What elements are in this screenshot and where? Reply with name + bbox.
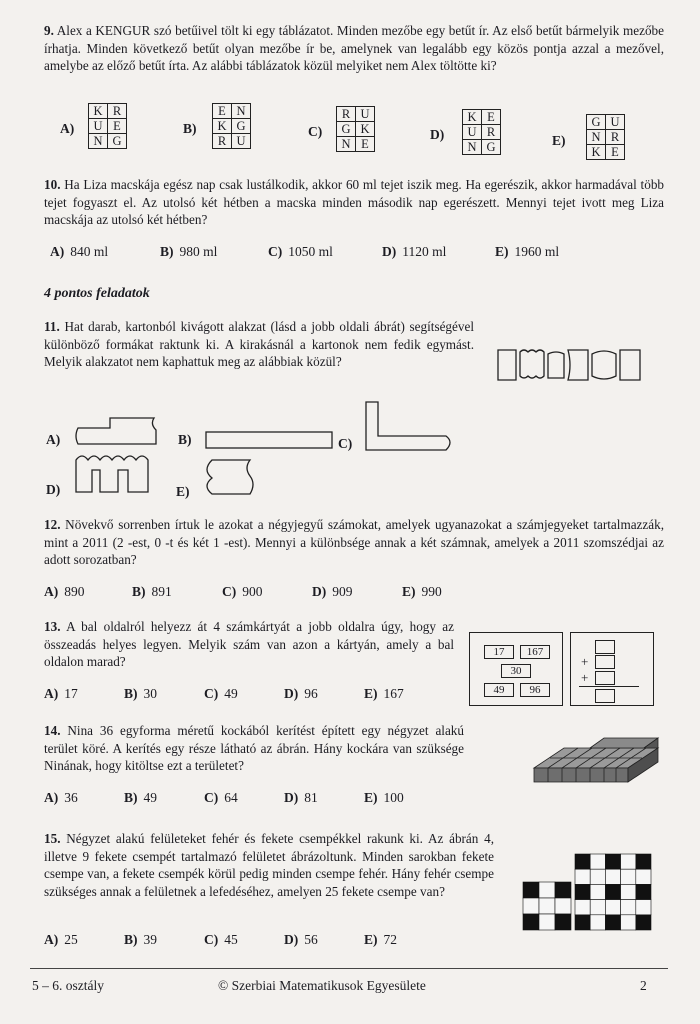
option-label: A) (46, 432, 61, 447)
white-tile (636, 900, 651, 915)
problem-text: Alex a KENGUR szó betűivel tölt ki egy táblázatot. Minden mezőbe egy betűt ír. Az első betűt bármelyik mezőbe írhatja. Minden következő betűt olyan mezőbe ír be, amelynek van legalább egy közös pontja azzal a mezővel, amelybe az előző betűt írta. Az alábbi táblázatok közül melyiket nem Alex töltötte ki? (44, 23, 664, 73)
letter-table-c: R U G K N E (336, 106, 375, 152)
shape-option-e (198, 456, 268, 500)
problem-number: 15. (44, 831, 61, 846)
answer-option: E) 990 (402, 584, 442, 599)
answer-option: B) 891 (132, 584, 172, 599)
white-tile (605, 900, 620, 915)
answer-option: E) 167 (364, 686, 404, 701)
letter-table-e: G U N R K E (586, 114, 625, 160)
white-tile (590, 915, 605, 930)
white-tile (621, 854, 636, 869)
tile-grid-small (523, 882, 571, 930)
answer-option: C) 64 (204, 790, 238, 805)
problem-number: 10. (44, 177, 61, 192)
answer-option: E) 72 (364, 932, 397, 947)
answer-option: B) 39 (124, 932, 157, 947)
shape-option-c (362, 400, 462, 460)
answer-option: A) 25 (44, 932, 78, 947)
problem-14 (44, 722, 464, 775)
option-label: D) (46, 482, 61, 497)
white-tile (636, 869, 651, 884)
black-tile (636, 884, 651, 899)
problem-text: Hat darab, kartonból kivágott alakzat (lásd a jobb oldali ábrát) segítségével különböző formákat raktunk ki. A kirakásnál a kartonok nem fedik egymást. Melyik alakzatot nem kaphattuk meg az alábbiak közül? (44, 319, 474, 369)
answer-option: D) 56 (284, 932, 318, 947)
white-tile (575, 900, 590, 915)
answer-option: A) 36 (44, 790, 78, 805)
answer-option: D) 1120 ml (382, 244, 447, 259)
white-tile (590, 884, 605, 899)
problem-number: 11. (44, 319, 60, 334)
number-card: 49 (484, 683, 514, 697)
number-card: 167 (520, 645, 550, 659)
black-tile (575, 854, 590, 869)
problem-text: Négyzet alakú felületeket fehér és fekete csempékkel rakunk ki. Az ábrán 4, illetve 9 fekete csempét tartalmazó felületet ábrázoltunk. Minden sarokban fekete csempe van, a fekete csempék körül pedig minden csempe fehér. Hány fehér csempe szükséges annak a felületnek a lefedéséhez, amelyen 25 fekete csempe van? (44, 831, 495, 899)
black-tile (555, 914, 571, 930)
option-label: C) (338, 436, 353, 451)
left-card-box (469, 632, 563, 706)
answer-option: E) 1960 ml (495, 244, 560, 259)
page-number: 2 (640, 978, 647, 993)
answer-option: B) 30 (124, 686, 157, 701)
number-card: 30 (501, 664, 531, 678)
black-tile (605, 884, 620, 899)
problem-12 (44, 516, 664, 569)
option-label: D) (430, 127, 445, 142)
problem-15 (44, 830, 494, 900)
problem-11 (44, 318, 474, 371)
white-tile (555, 898, 571, 914)
option-label: E) (552, 133, 566, 148)
footer-grade: 5 – 6. osztály (32, 978, 104, 993)
white-tile (539, 898, 555, 914)
letter-table-d: K E U R N G (462, 109, 501, 155)
empty-card (595, 655, 615, 669)
black-tile (636, 915, 651, 930)
problem-text: Ha Liza macskája egész nap csak lustálkodik, akkor 60 ml tejet iszik meg. Ha egerészik, akkor harmadával több tejet fogyaszt el. Az utolsó két hétben a macska minden második nap egerészett. Mennyi tejet ivott meg Liza macskája az utolsó két hétben? (44, 177, 665, 227)
white-tile (621, 884, 636, 899)
black-tile (523, 882, 539, 898)
white-tile (539, 882, 555, 898)
white-tile (523, 898, 539, 914)
white-tile (539, 914, 555, 930)
problem-number: 9. (44, 23, 54, 38)
white-tile (621, 915, 636, 930)
problem-text: Nina 36 egyforma méretű kockából kerítést épített egy négyzet alakú terület köré. A kerítés egy része látható az ábrán. Hány kockára van szüksége Ninának, hogy kitöltse ezt a területet? (44, 723, 464, 773)
option-label: C) (308, 124, 323, 139)
black-tile (636, 854, 651, 869)
letter-table-b: E N K G R U (212, 103, 251, 149)
number-card: 17 (484, 645, 514, 659)
problem-9 (44, 22, 664, 75)
white-tile (590, 854, 605, 869)
option-label: A) (60, 121, 75, 136)
empty-card (595, 671, 615, 685)
black-tile (555, 882, 571, 898)
white-tile (590, 869, 605, 884)
empty-card (595, 689, 615, 703)
number-card: 96 (520, 683, 550, 697)
tile-grid-large (575, 854, 651, 930)
answer-option: C) 1050 ml (268, 244, 333, 259)
answer-option: B) 49 (124, 790, 157, 805)
black-tile (605, 915, 620, 930)
section-title: 4 pontos feladatok (44, 286, 150, 301)
shape-option-b (206, 430, 336, 452)
six-shapes-figure (494, 346, 644, 386)
answer-option: B) 980 ml (160, 244, 218, 259)
problem-10 (44, 176, 664, 229)
cube-fence-figure (530, 738, 660, 788)
white-tile (621, 900, 636, 915)
black-tile (575, 915, 590, 930)
problem-text: A bal oldalról helyezz át 4 számkártyát a jobb oldalra úgy, hogy az összeadás helyes legyen. Melyik szám van azon a kártyán, amely a bal oldalon marad? (44, 619, 454, 669)
option-label: E) (176, 484, 190, 499)
answer-option: A) 17 (44, 686, 78, 701)
footer-copyright: © Szerbiai Matematikusok Egyesülete (218, 978, 426, 993)
answer-option: C) 49 (204, 686, 238, 701)
shape-option-d (72, 450, 162, 496)
answer-option: D) 96 (284, 686, 318, 701)
answer-option: D) 81 (284, 790, 318, 805)
footer-rule (30, 968, 668, 969)
problem-number: 12. (44, 517, 61, 532)
right-card-box (570, 632, 654, 706)
white-tile (621, 869, 636, 884)
white-tile (575, 869, 590, 884)
problem-number: 13. (44, 619, 61, 634)
answer-option: A) 890 (44, 584, 85, 599)
black-tile (605, 854, 620, 869)
problem-13 (44, 618, 454, 671)
empty-card (595, 640, 615, 654)
black-tile (575, 884, 590, 899)
answer-option: D) 909 (312, 584, 353, 599)
white-tile (590, 900, 605, 915)
answer-option: A) 840 ml (50, 244, 109, 259)
answer-option: E) 100 (364, 790, 404, 805)
problem-number: 14. (44, 723, 61, 738)
sum-line (579, 686, 639, 687)
problem-text: Növekvő sorrenben írtuk le azokat a négyjegyű számokat, amelyek ugyanazokat a számjegyeket tartalmazzák, mint a 2011 (2 -est, 0 -t és két 1 -est). Mennyi a különbsége annak a két számnak, amelyek a 2011 szomszédjai az adott sorozatban? (44, 517, 665, 567)
plus-sign: + (581, 670, 589, 685)
option-label: B) (183, 121, 197, 136)
answer-option: C) 45 (204, 932, 238, 947)
letter-table-a: K R U E N G (88, 103, 127, 149)
white-tile (605, 869, 620, 884)
black-tile (523, 914, 539, 930)
option-label: B) (178, 432, 192, 447)
answer-option: C) 900 (222, 584, 263, 599)
plus-sign: + (581, 654, 589, 669)
